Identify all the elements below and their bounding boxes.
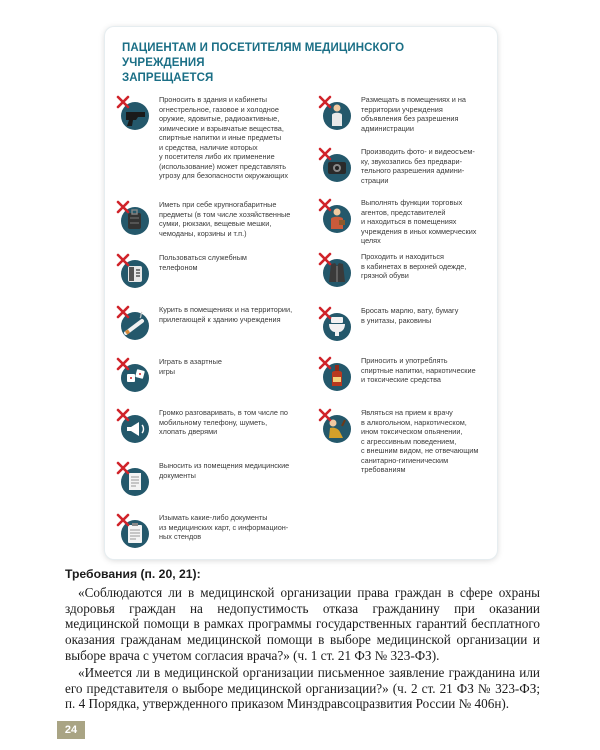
- rule-text: Проходить и находиться в кабинетах в верхней одежде, грязной обуви: [361, 252, 467, 280]
- luggage-icon: [116, 200, 152, 236]
- camera-icon: [318, 147, 354, 183]
- page-number: 24: [57, 721, 85, 739]
- rule-text: Курить в помещениях и на территории, прилегающей к зданию учреждения: [159, 305, 293, 324]
- cigarette-icon: [116, 305, 152, 341]
- bottle-icon: [318, 356, 354, 392]
- agent-icon: [318, 198, 354, 234]
- rule-text: Производить фото- и видеосъем- ку, звукозапись без предвари- тельного разрешения админи- страции: [361, 147, 475, 185]
- rule-text: Выполнять функции торговых агентов, представителей и находиться в помещениях учреждения в иных коммерческих целях: [361, 198, 477, 245]
- poster-title-line2: ЗАПРЕЩАЕТСЯ: [122, 72, 214, 84]
- requirements-text: [65, 567, 540, 712]
- rule-text: Изымать какие-либо документы из медицинских карт, с информацион- ных стендов: [159, 513, 289, 541]
- rule-text: Проносить в здания и кабинеты огнестрельное, газовое и холодное оружие, ядовитые, радиоактивные, химические и взрывчатые вещества, спиртные напитки и иные предметы и средства, наличие которых у посетителя либо их применение (использование) может представлять угрозу для безопасности окружающих: [159, 95, 289, 180]
- phone-icon: [116, 253, 152, 289]
- megaphone-icon: [116, 408, 152, 444]
- dice-icon: [116, 357, 152, 393]
- rule-text: Размещать в помещениях и на территории учреждения объявления без разрешения администрации: [361, 95, 466, 133]
- clipboard-icon: [116, 513, 152, 549]
- rule-text: Являться на прием к врачу в алкогольном, наркотическом, ином токсическом опьянении, с агрессивным поведением, с внешним видом, не отвечающим санитарно-гигиеническим требованиям: [361, 408, 479, 474]
- person-icon: [318, 95, 354, 131]
- rule-text: Иметь при себе крупногабаритные предметы (в том числе хозяйственные сумки, рюкзаки, вещевые мешки, чемоданы, корзины и т.п.): [159, 200, 291, 238]
- rule-text: Играть в азартные игры: [159, 357, 222, 376]
- rule-text: Бросать марлю, вату, бумагу в унитазы, раковины: [361, 306, 459, 325]
- rule-text: Пользоваться служебным телефоном: [159, 253, 247, 272]
- documents-icon: [116, 461, 152, 497]
- rule-text: Приносить и употреблять спиртные напитки, наркотические и токсические средства: [361, 356, 476, 384]
- pistol-icon: [116, 95, 152, 131]
- poster-title: [122, 41, 482, 86]
- requirements-paragraph-2: «Имеется ли в медицинской организации письменное заявление гражданина или его представителя о выборе медицинской организации?» (ч. 2 ст. 21 ФЗ № 323-ФЗ; п. 4 Порядка, утвержденного приказом Минздравсоцразвития России № 406н).: [65, 664, 540, 712]
- rule-text: Выносить из помещения медицинские документы: [159, 461, 290, 480]
- requirements-paragraph-1: «Соблюдаются ли в медицинской организации права граждан в сфере охраны здоровья граждан на недопустимость отказа гражданину при оказании медицинской помощи в рамках программы государственных гарантий бесплатного оказания гражданам медицинской помощи в выборе медицинской организации и выборе врача с учетом согласия врача?» (ч. 1 ст. 21 ФЗ № 323-ФЗ).: [65, 584, 540, 663]
- drunk-person-icon: [318, 408, 354, 444]
- prohibitions-poster: [105, 27, 497, 559]
- rule-text: Громко разговаривать, в том числе по мобильному телефону, шуметь, хлопать дверями: [159, 408, 288, 436]
- coat-icon: [318, 252, 354, 288]
- poster-title-line1: ПАЦИЕНТАМ И ПОСЕТИТЕЛЯМ МЕДИЦИНСКОГО УЧРЕЖДЕНИЯ: [122, 42, 405, 69]
- toilet-icon: [318, 306, 354, 342]
- requirements-heading: Требования (п. 20, 21):: [65, 567, 201, 581]
